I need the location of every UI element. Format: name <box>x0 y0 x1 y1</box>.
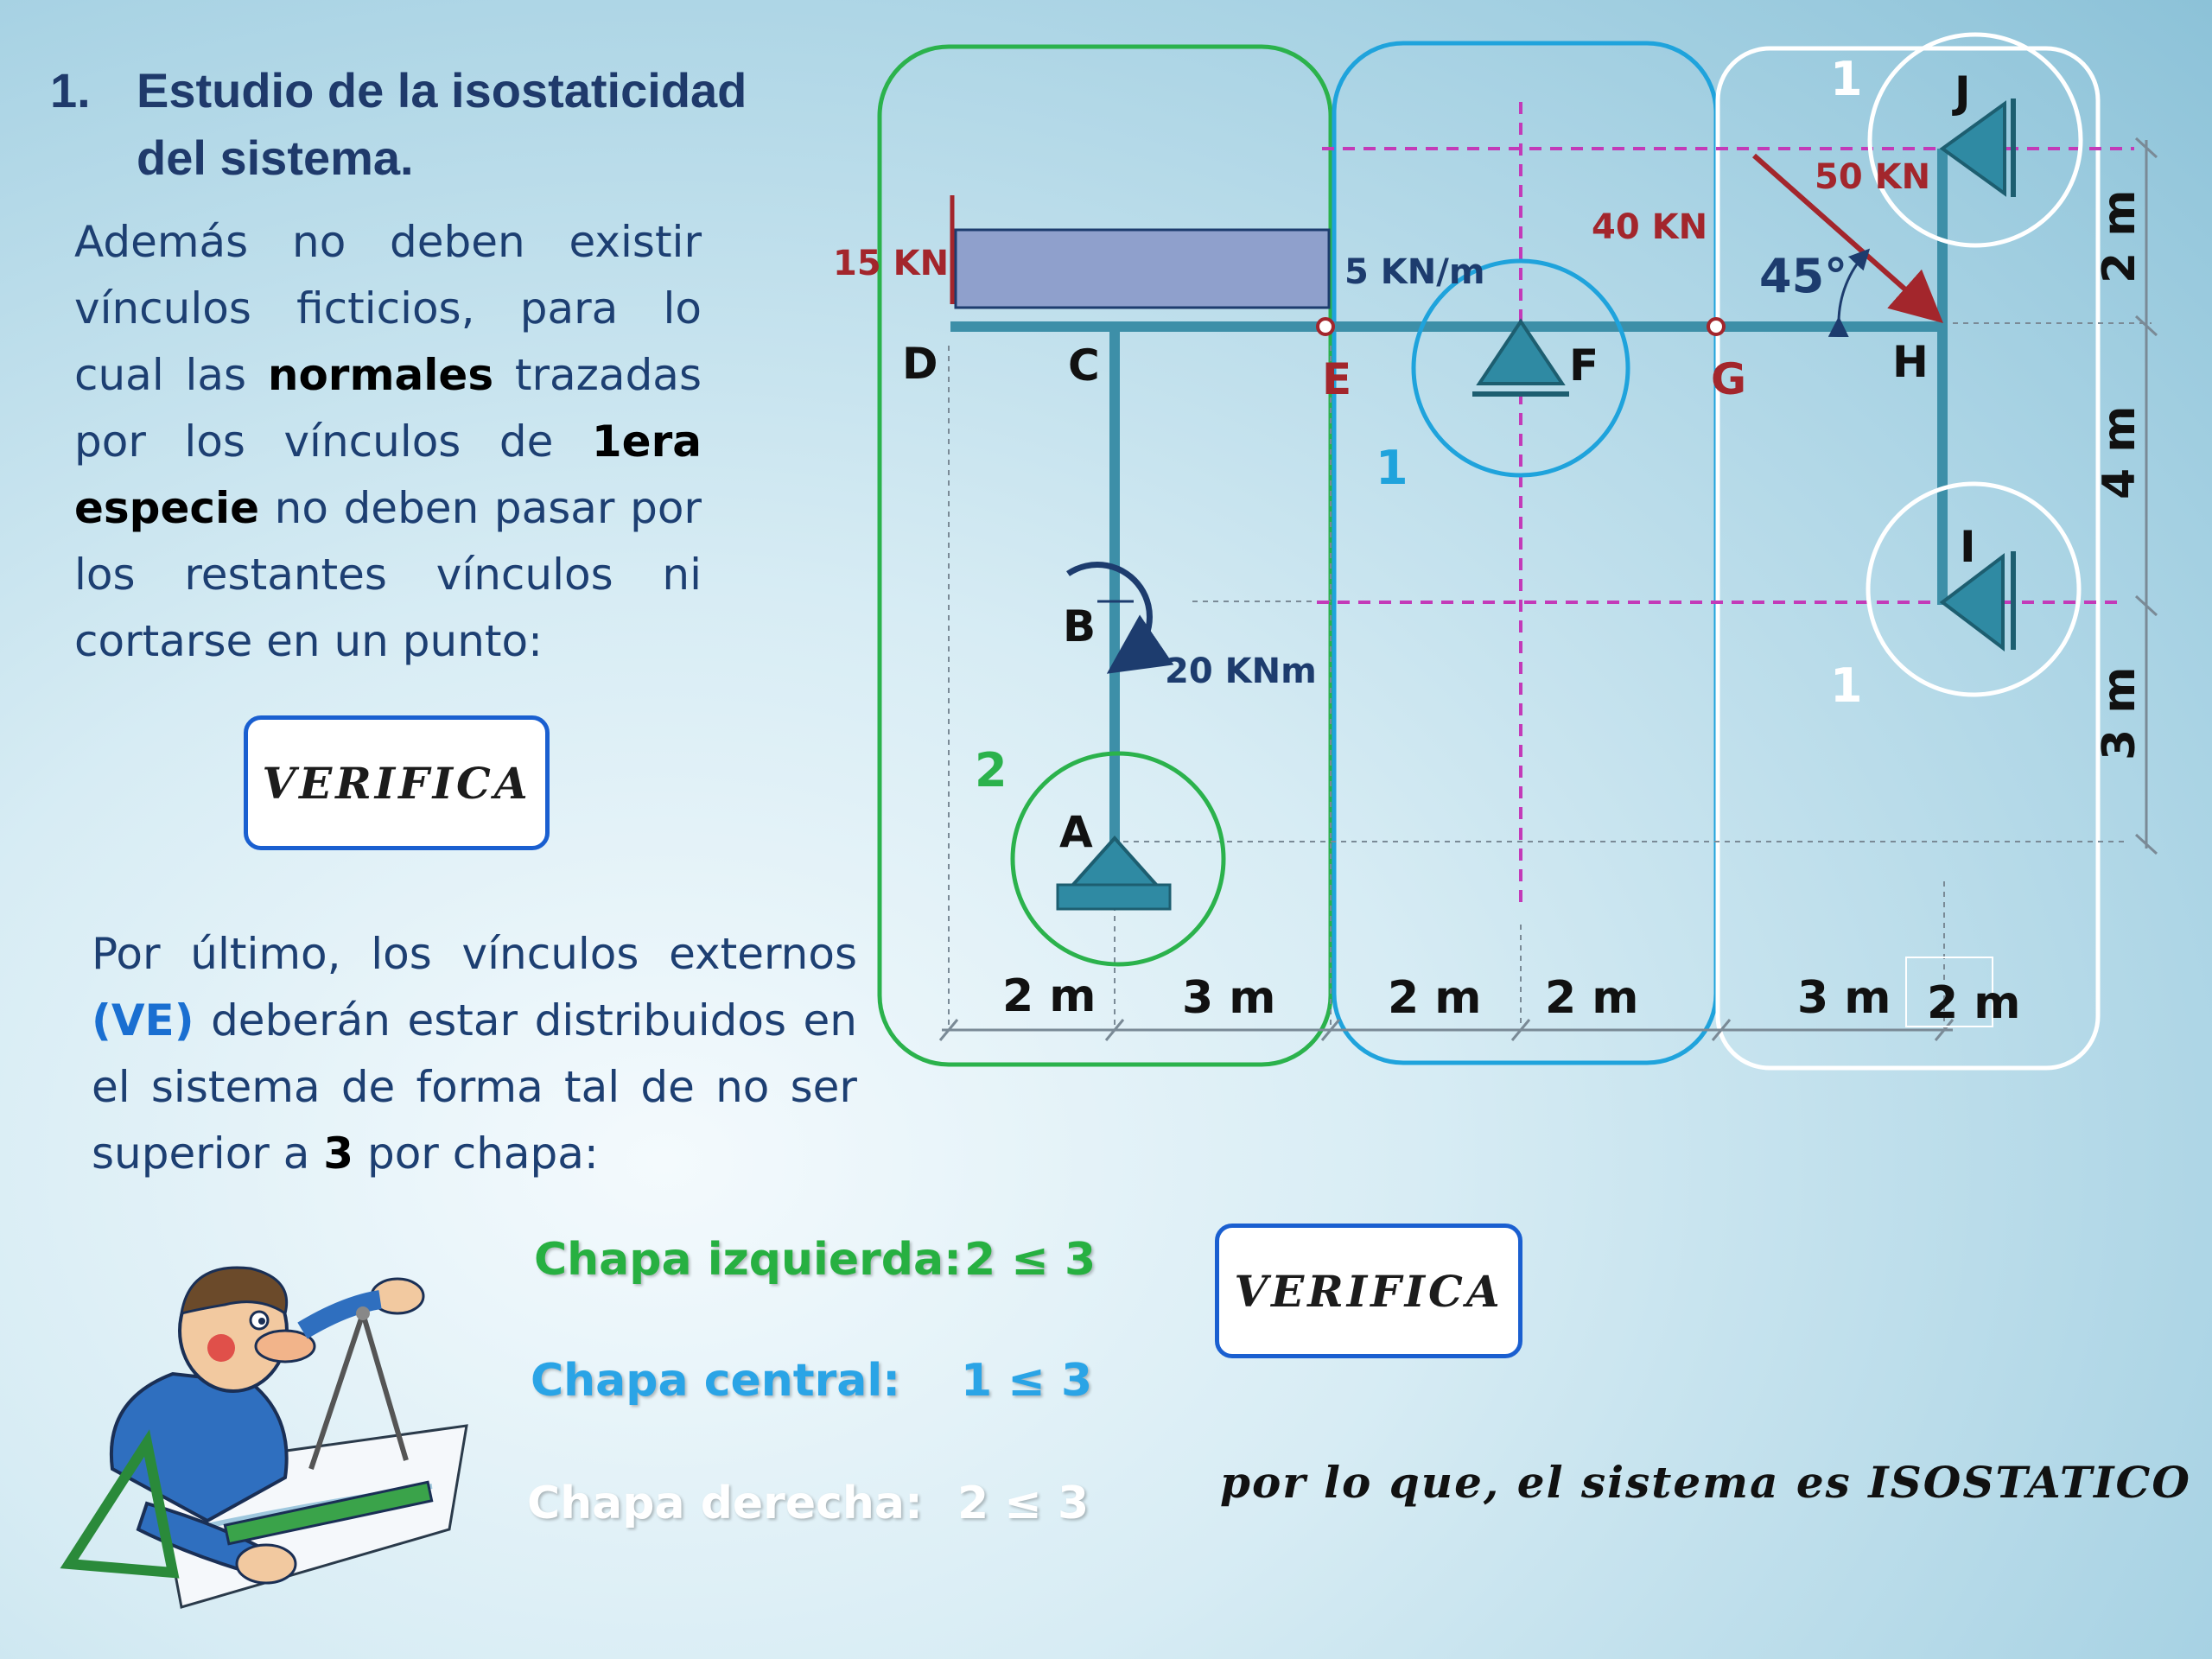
moment-label-20knm: 20 KNm <box>1165 652 1317 691</box>
para2-bold-ve: (VE) <box>92 995 194 1046</box>
para1-text-1: Además no deben existir vínculos ficticios, para lo cual las <box>74 217 702 400</box>
dim-h-5: 3 m <box>1797 972 1891 1024</box>
title-number: 1. <box>50 63 91 118</box>
chapa-right-outline <box>1718 48 2098 1068</box>
summary-label-izquierda: Chapa izquierda: <box>534 1234 962 1286</box>
summary-value-central: 1 ≤ 3 <box>961 1355 1093 1407</box>
summary-label-central: Chapa central: <box>531 1355 901 1407</box>
angle-label-45: 45° <box>1759 249 1848 303</box>
load-label-15kn: 15 KN <box>833 244 950 283</box>
chapa-left-outline <box>880 47 1331 1065</box>
support-i <box>1942 551 2013 650</box>
support-j <box>1942 99 2013 197</box>
dim-h-2: 3 m <box>1182 972 1276 1024</box>
summary-value-derecha: 2 ≤ 3 <box>957 1478 1090 1529</box>
node-label-i: I <box>1960 522 1976 572</box>
para1-bold-normales: normales <box>267 350 494 400</box>
load-label-40kn: 40 KN <box>1592 207 1708 247</box>
dim-h-1: 2 m <box>1002 970 1096 1022</box>
para2-text-2: deberán estar distribuidos en el sistema de forma tal de no ser superior a <box>92 995 857 1179</box>
node-label-j: J <box>1955 67 1971 118</box>
support-f <box>1472 321 1569 394</box>
distributed-load <box>956 230 1329 308</box>
node-label-f: F <box>1569 340 1599 391</box>
verifica-box-2: VERIFICA <box>1215 1224 1522 1358</box>
title-text: Estudio de la isostaticidad del sistema. <box>137 63 747 185</box>
para2-text-3: por chapa: <box>353 1128 599 1179</box>
hinge-e <box>1318 319 1333 334</box>
node-label-e: E <box>1322 354 1352 404</box>
para2-text-1: Por último, los vínculos externos <box>92 929 857 979</box>
para2-bold-3: 3 <box>323 1128 354 1179</box>
para1-text-3: no deben pasar por los restantes vínculos ni cortarse en un punto: <box>74 483 702 666</box>
node-label-a: A <box>1059 807 1093 857</box>
node-label-d: D <box>902 339 938 389</box>
node-label-c: C <box>1068 340 1100 391</box>
chapa-label-right-bottom: 1 <box>1830 658 1863 713</box>
verifica-box-1: VERIFICA <box>244 715 550 850</box>
load-label-50kn: 50 KN <box>1815 157 1931 197</box>
load-label-5kn-m: 5 KN/m <box>1344 252 1485 292</box>
dim-v-2: 4 m <box>2094 405 2145 499</box>
dim-v-3: 3 m <box>2094 666 2145 760</box>
chapa-center-outline <box>1334 43 1716 1063</box>
normal-lines <box>1317 102 2134 907</box>
dim-v-1: 2 m <box>2094 189 2145 283</box>
guide-lines <box>949 323 2152 1028</box>
para1-text-2: trazadas por los vínculos de <box>74 350 702 467</box>
summary-value-izquierda: 2 ≤ 3 <box>964 1234 1096 1286</box>
dim-h-4: 2 m <box>1545 972 1639 1024</box>
engineer-drafting-cartoon-icon <box>52 1244 484 1624</box>
chapa-label-center: 1 <box>1376 441 1408 495</box>
para1-bold-1era-especie: 1era especie <box>74 416 702 533</box>
chapa-label-left: 2 <box>975 743 1007 798</box>
conclusion-text: por lo que, el sistema es ISOSTATICO <box>1220 1457 2191 1508</box>
chapa-label-right-top: 1 <box>1830 52 1863 106</box>
summary-label-derecha: Chapa derecha: <box>527 1478 923 1529</box>
node-label-b: B <box>1063 601 1096 652</box>
node-label-h: H <box>1892 337 1929 387</box>
hinge-g <box>1708 319 1724 334</box>
dim-h-6: 2 m <box>1927 977 2021 1029</box>
node-label-g: G <box>1711 354 1747 404</box>
dim-h-3: 2 m <box>1388 972 1482 1024</box>
